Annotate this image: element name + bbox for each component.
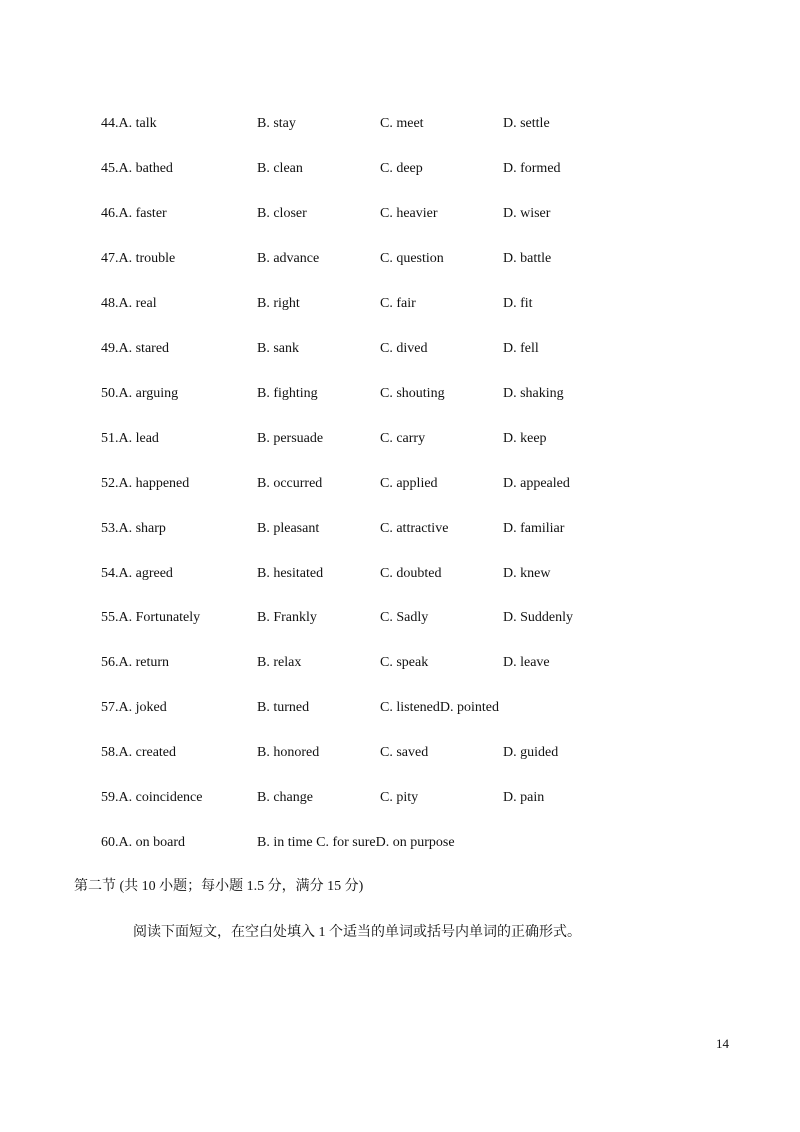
option-a: 57.A. joked <box>101 700 167 715</box>
option-b: B. hesitated <box>257 566 324 581</box>
option-a: 47.A. trouble <box>101 251 176 266</box>
question-row <box>0 337 800 361</box>
section-heading: 第二节 (共 10 小题；每小题 1.5 分，满分 15 分) <box>74 879 364 894</box>
option-c: C. saved <box>380 745 429 760</box>
option-c: C. applied <box>380 476 438 491</box>
option-b: B. Frankly <box>257 610 317 625</box>
option-c: C. dived <box>380 341 428 356</box>
option-c: C. pity <box>380 790 419 805</box>
option-c: C. listenedD. pointed <box>380 700 499 715</box>
option-b: B. clean <box>257 161 303 176</box>
option-c: C. Sadly <box>380 610 429 625</box>
option-d: D. Suddenly <box>503 610 573 625</box>
option-a: 44.A. talk <box>101 116 157 131</box>
option-d: D. leave <box>503 655 550 670</box>
option-b: B. right <box>257 296 300 311</box>
question-row <box>0 157 800 181</box>
option-b: B. stay <box>257 116 296 131</box>
option-c: C. question <box>380 251 444 266</box>
question-row <box>0 606 800 630</box>
section-instruction: 阅读下面短文，在空白处填入 1 个适当的单词或括号内单词的正确形式。 <box>133 925 581 940</box>
option-c: C. deep <box>380 161 423 176</box>
option-a: 54.A. agreed <box>101 566 173 581</box>
option-a: 58.A. created <box>101 745 177 760</box>
option-d: D. wiser <box>503 206 551 221</box>
option-b: B. relax <box>257 655 302 670</box>
option-a: 53.A. sharp <box>101 521 166 536</box>
option-a: 48.A. real <box>101 296 157 311</box>
question-row <box>0 786 800 810</box>
option-a: 45.A. bathed <box>101 161 173 176</box>
option-d: D. shaking <box>503 386 564 401</box>
option-b: B. fighting <box>257 386 318 401</box>
option-d: D. familiar <box>503 521 565 536</box>
option-d: D. appealed <box>503 476 570 491</box>
option-d: D. battle <box>503 251 552 266</box>
question-row <box>0 292 800 316</box>
option-a: 56.A. return <box>101 655 170 670</box>
option-c: C. attractive <box>380 521 449 536</box>
option-b: B. in time C. for sureD. on purpose <box>257 835 455 850</box>
option-c: C. doubted <box>380 566 442 581</box>
option-b: B. closer <box>257 206 307 221</box>
option-b: B. pleasant <box>257 521 320 536</box>
option-d: D. keep <box>503 431 547 446</box>
question-row <box>0 112 800 136</box>
option-d: D. settle <box>503 116 550 131</box>
option-a: 52.A. happened <box>101 476 190 491</box>
option-b: B. change <box>257 790 313 805</box>
question-row <box>0 831 800 855</box>
option-a: 49.A. stared <box>101 341 170 356</box>
option-a: 50.A. arguing <box>101 386 179 401</box>
option-a: 46.A. faster <box>101 206 167 221</box>
option-b: B. honored <box>257 745 320 760</box>
option-b: B. turned <box>257 700 310 715</box>
question-row <box>0 562 800 586</box>
option-b: B. persuade <box>257 431 324 446</box>
question-row <box>0 472 800 496</box>
question-row <box>0 202 800 226</box>
option-c: C. fair <box>380 296 416 311</box>
question-row <box>0 651 800 675</box>
option-a: 51.A. lead <box>101 431 159 446</box>
question-row <box>0 427 800 451</box>
option-d: D. pain <box>503 790 545 805</box>
option-d: D. formed <box>503 161 561 176</box>
option-b: B. sank <box>257 341 299 356</box>
question-row <box>0 382 800 406</box>
option-c: C. meet <box>380 116 424 131</box>
option-c: C. speak <box>380 655 429 670</box>
option-d: D. knew <box>503 566 551 581</box>
question-row <box>0 247 800 271</box>
option-d: D. fit <box>503 296 533 311</box>
option-c: C. heavier <box>380 206 438 221</box>
question-row <box>0 741 800 765</box>
option-a: 60.A. on board <box>101 835 185 850</box>
option-c: C. shouting <box>380 386 445 401</box>
page-number: 14 <box>716 1036 729 1051</box>
option-a: 55.A. Fortunately <box>101 610 201 625</box>
option-c: C. carry <box>380 431 426 446</box>
option-a: 59.A. coincidence <box>101 790 203 805</box>
option-b: B. advance <box>257 251 320 266</box>
question-row <box>0 517 800 541</box>
question-row <box>0 696 800 720</box>
option-d: D. fell <box>503 341 539 356</box>
option-b: B. occurred <box>257 476 323 491</box>
option-d: D. guided <box>503 745 559 760</box>
